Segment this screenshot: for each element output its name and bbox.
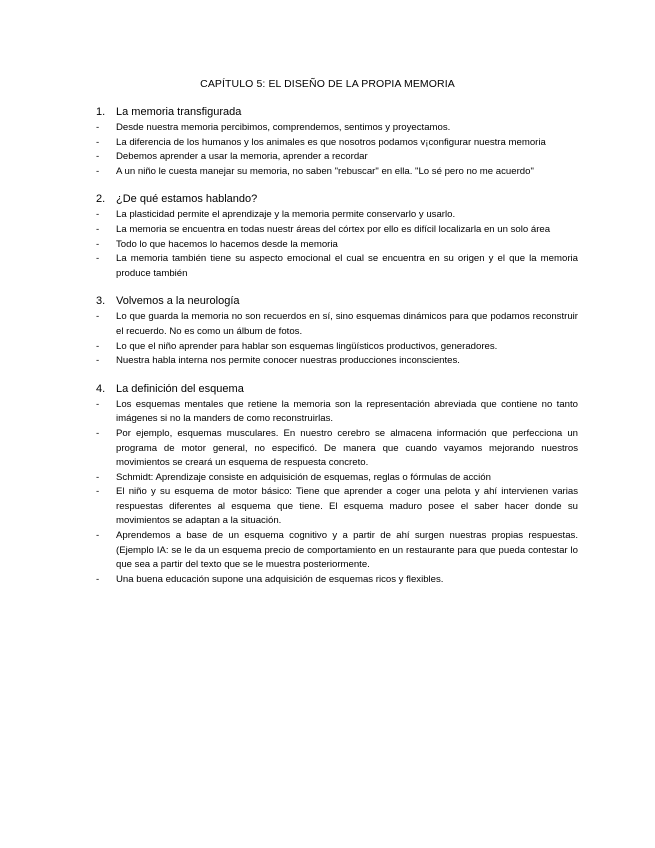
bullet-dash: -	[96, 209, 100, 221]
bullet-list	[96, 310, 578, 368]
bullet-text: Lo que el niño aprender para hablar son esquemas lingüísticos productivos, generadores.	[116, 340, 498, 352]
bullet-dash: -	[96, 165, 100, 177]
list-item	[96, 485, 578, 529]
bullet-text: La memoria se encuentra en todas nuestr áreas del córtex por ello es difícil localizarla en un solo área	[116, 223, 551, 235]
bullet-list	[96, 208, 578, 281]
section-3	[96, 294, 578, 368]
bullet-dash: -	[96, 486, 100, 498]
bullet-text: Una buena educación supone una adquisición de esquemas ricos y flexibles.	[116, 573, 444, 585]
list-item	[96, 136, 578, 151]
list-item	[96, 208, 578, 223]
bullet-text: Nuestra habla interna nos permite conocer nuestras producciones inconscientes.	[116, 355, 460, 367]
section-number: 4.	[96, 382, 106, 395]
bullet-dash: -	[96, 355, 100, 367]
bullet-text: Por ejemplo, esquemas musculares. En nuestro cerebro se almacena información que perfecciona un programa de motor general, no especificó. De manera que cuando vayamos mejorando nuestros movimientos se creará un esquema de respuesta concreto.	[116, 427, 578, 469]
list-item	[96, 150, 578, 165]
bullet-dash: -	[96, 340, 100, 352]
section-number: 2.	[96, 193, 106, 206]
bullet-dash: -	[96, 223, 100, 235]
section-heading	[96, 105, 578, 119]
list-item	[96, 121, 578, 136]
bullet-text: Lo que guarda la memoria no son recuerdos en sí, sino esquemas dinámicos para que podamos reconstruir el recuerdo. No es como un álbum de fotos.	[116, 311, 578, 337]
bullet-dash: -	[96, 530, 100, 542]
bullet-dash: -	[96, 311, 100, 323]
bullet-text: Los esquemas mentales que retiene la memoria son la representación abreviada que contiene no tanto imágenes si no la manders de como reconstruirlas.	[116, 398, 578, 425]
bullet-dash: -	[96, 122, 100, 133]
list-item	[96, 471, 578, 486]
list-item	[96, 427, 578, 471]
list-item	[96, 238, 578, 253]
list-item	[96, 340, 578, 355]
bullet-dash: -	[96, 427, 100, 439]
bullet-dash: -	[96, 253, 100, 265]
bullet-text: La memoria también tiene su aspecto emocional el cual se encuentra en su origen y el que la memoria produce también	[116, 253, 578, 279]
bullet-dash: -	[96, 573, 100, 585]
section-heading	[96, 382, 578, 396]
page-title: CAPÍTULO 5: EL DISEÑO DE LA PROPIA MEMORIA	[200, 78, 455, 90]
section-number: 1.	[96, 106, 106, 118]
section-heading-text: ¿De qué estamos hablando?	[116, 193, 258, 206]
list-item	[96, 165, 578, 180]
bullet-text: Todo lo que hacemos lo hacemos desde la memoria	[116, 238, 338, 250]
sections-container	[96, 105, 578, 600]
bullet-text: Desde nuestra memoria percibimos, comprendemos, sentimos y proyectamos.	[116, 122, 451, 133]
list-item	[96, 573, 578, 588]
list-item	[96, 398, 578, 427]
bullet-text: El niño y su esquema de motor básico: Tiene que aprender a coger una pelota y ahí intervienen varias respuestas diferentes al esquema que tiene. El esquema maduro posee el saber hacer donde su movimientos se adaptan a la situación.	[116, 486, 578, 527]
section-heading-text: Volvemos a la neurología	[116, 295, 240, 308]
section-4	[96, 382, 578, 588]
bullet-dash: -	[96, 136, 100, 148]
bullet-list	[96, 398, 578, 588]
bullet-text: A un niño le cuesta manejar su memoria, no saben "rebuscar" en ella. "Lo sé pero no me acuerdo"	[116, 165, 534, 177]
section-1	[96, 105, 578, 179]
section-2	[96, 192, 578, 281]
section-heading-text: La memoria transfigurada	[116, 106, 242, 118]
section-number: 3.	[96, 295, 106, 308]
bullet-list	[96, 121, 578, 179]
list-item	[96, 310, 578, 339]
bullet-text: La diferencia de los humanos y los animales es que nosotros podamos v¡configurar nuestra memoria	[116, 136, 546, 148]
bullet-text: Schmidt: Aprendizaje consiste en adquisición de esquemas, reglas o fórmulas de acción	[116, 471, 491, 483]
bullet-dash: -	[96, 471, 100, 483]
bullet-dash: -	[96, 398, 100, 410]
list-item	[96, 252, 578, 281]
bullet-text: Debemos aprender a usar la memoria, aprender a recordar	[116, 151, 368, 163]
list-item	[96, 223, 578, 238]
section-heading-text: La definición del esquema	[116, 382, 244, 395]
bullet-dash: -	[96, 238, 100, 250]
bullet-text: La plasticidad permite el aprendizaje y la memoria permite conservarlo y usarlo.	[116, 209, 456, 221]
section-heading	[96, 294, 578, 308]
section-heading	[96, 192, 578, 206]
bullet-text: Aprendemos a base de un esquema cognitivo y a partir de ahí surgen nuestras propias respuestas. (Ejemplo IA: se le da un esquema precio de comportamiento en un restaurante para que pueda contestar lo que sea a partir del texto que se le muestra posteriormente.	[116, 530, 578, 571]
bullet-dash: -	[96, 151, 100, 163]
list-item	[96, 354, 578, 369]
list-item	[96, 529, 578, 573]
